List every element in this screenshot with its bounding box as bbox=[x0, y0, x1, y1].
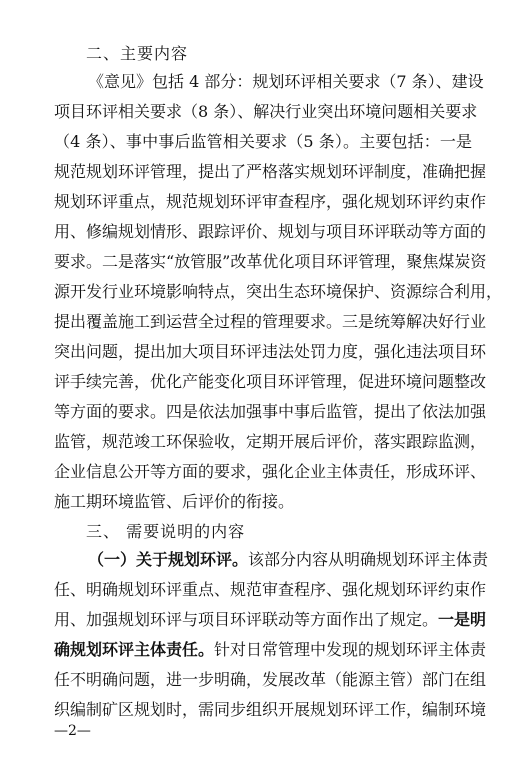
body-line: 企业信息公开等方面的要求，强化企业主体责任，形成环评、 bbox=[54, 462, 487, 481]
body-line: 织编制矿区规划时，需同步组织开展规划环评工作，编制环境 bbox=[54, 700, 487, 719]
body-line: 评手续完善，优化产能变化项目环评管理，促进环境问题整改 bbox=[54, 372, 487, 391]
body-line: 源开发行业环境影响特点，突出生态环境保护、资源综合利用， bbox=[54, 282, 503, 301]
body-line: 突出问题，提出加大项目环评违法处罚力度，强化违法项目环 bbox=[54, 342, 487, 361]
bold-text: 确规划环评主体责任。 bbox=[54, 640, 215, 659]
body-line: 规范规划环评管理，提出了严格落实规划环评制度，准确把握 bbox=[54, 162, 487, 181]
page-number: —2— bbox=[54, 723, 91, 739]
body-line: 用、修编规划情形、跟踪评价、规划与项目环评联动等方面的 bbox=[54, 222, 487, 241]
body-line bbox=[88, 550, 489, 570]
body-line: 《意见》包括 4 部分：规划环评相关要求（7 条）、建设 bbox=[88, 72, 484, 91]
body-line: 任、明确规划环评重点、规范审查程序、强化规划环评约束作 bbox=[54, 580, 487, 599]
body-line: 规划环评重点，规范规划环评审查程序，强化规划环评约束作 bbox=[54, 192, 487, 211]
body-line: 等方面的要求。四是依法加强事中事后监管，提出了依法加强 bbox=[54, 402, 487, 421]
body-text: 用、加强规划环评与项目环评联动等方面作出了规定。 bbox=[54, 610, 439, 629]
body-line: 提出覆盖施工到运营全过程的管理要求。三是统筹解决好行业 bbox=[54, 312, 487, 331]
section-heading-main-content: 二、主要内容 bbox=[86, 44, 189, 63]
subheading-planning-eia: （一）关于规划环评。 bbox=[88, 550, 249, 569]
body-line bbox=[54, 610, 487, 630]
section-heading-notes: 三、 需要说明的内容 bbox=[86, 522, 246, 541]
body-line: （4 条）、事中事后监管相关要求（5 条）。主要包括：一是 bbox=[54, 132, 472, 151]
bold-text: 一是明 bbox=[438, 610, 487, 629]
body-line: 监管，规范竣工环保验收，定期开展后评价，落实跟踪监测， bbox=[54, 432, 487, 451]
body-text: 针对日常管理中发现的规划环评主体责 bbox=[214, 640, 487, 659]
body-line: 任不明确问题，进一步明确，发展改革（能源主管）部门在组 bbox=[54, 670, 487, 689]
body-line bbox=[54, 640, 487, 660]
body-line: 施工期环境监管、后评价的衔接。 bbox=[54, 492, 295, 511]
body-text: 该部分内容从明确规划环评主体责 bbox=[248, 550, 489, 569]
body-line: 项目环评相关要求（8 条）、解决行业突出环境问题相关要求 bbox=[54, 102, 478, 121]
body-line: 要求。二是落实“放管服”改革优化项目环评管理，聚焦煤炭资 bbox=[54, 252, 487, 271]
